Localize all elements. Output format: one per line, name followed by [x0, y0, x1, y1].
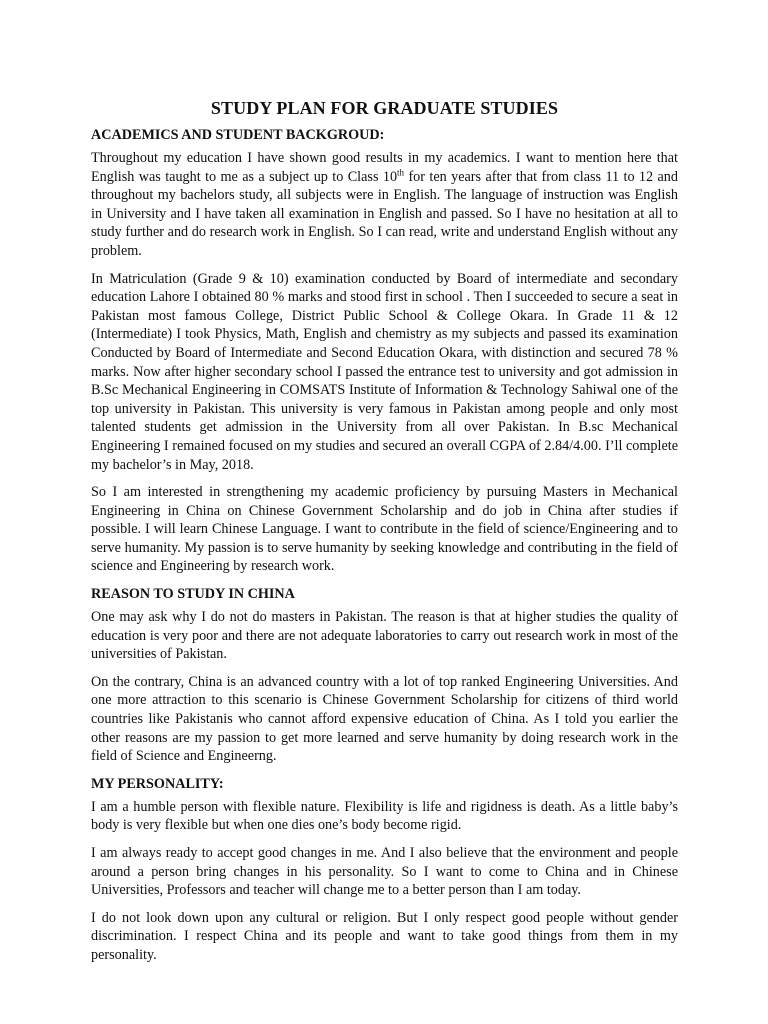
- section-heading-personality: MY PERSONALITY:: [91, 775, 224, 792]
- paragraph-personality-2: I am always ready to accept good changes in me. And I also believe that the environment and people around a person bring changes in his personality. So I want to come to China and in Chinese Universities, Professors and teacher will change me to a better person than I am today.: [91, 845, 678, 899]
- section-heading-china: REASON TO STUDY IN CHINA: [91, 586, 295, 603]
- document-page: [91, 98, 678, 974]
- paragraph-text: Throughout my education I have shown good results in my academics. I want to mention here that English was taught to me as a subject up to Class 10: [91, 150, 678, 185]
- paragraph-academics-3: So I am interested in strengthening my academic proficiency by pursuing Masters in Mechanical Engineering in China on Chinese Government Scholarship and do job in China after studies if possible. I will learn Chinese Language. I want to contribute in the field of science/Engineering and to serve humanity. My passion is to serve humanity by seeking knowledge and contributing in the field of science and Engineering by research work.: [91, 484, 678, 575]
- paragraph-text: for ten years after that from class 11 to 12 and throughout my bachelors study, all subjects were in English. The language of instruction was English in University and I have taken all examination in English and passed. So I have no hesitation at all to study further and do research work in English. So I can read, write and understand English without any problem.: [91, 168, 678, 259]
- document-title: STUDY PLAN FOR GRADUATE STUDIES: [210, 98, 559, 118]
- paragraph-academics-2: In Matriculation (Grade 9 & 10) examination conducted by Board of intermediate and secondary education Lahore I obtained 80 % marks and stood first in school . Then I succeeded to secure a seat in Pakistan most famous College, District Public School & College Okara. In Grade 11 & 12 (Intermediate) I took Physics, Math, English and chemistry as my subjects and passed its examination Conducted by Board of Intermediate and Second Education Okara, with distinction and secured 78 % marks. Now after higher secondary school I passed the entrance test to university and got admission in B.Sc Mechanical Engineering in COMSATS Institute of Information & Technology Sahiwal one of the top university in Pakistan. This university is very famous in Pakistan among people and only most talented students get admission in the University from all over Pakistan. In B.sc Mechanical Engineering I remained focused on my studies and secured an overall CGPA of 2.84/4.00. I’ll complete my bachelor’s in May, 2018.: [91, 270, 678, 473]
- paragraph-china-1: One may ask why I do not do masters in Pakistan. The reason is that at higher studies the quality of education is very poor and there are not adequate laboratories to carry out research work in most of the universities of Pakistan.: [91, 609, 678, 663]
- section-heading-academics: ACADEMICS AND STUDENT BACKGROUD:: [91, 127, 385, 143]
- paragraph-academics-1: [91, 149, 678, 261]
- superscript-th: th: [397, 166, 405, 177]
- paragraph-personality-1: I am a humble person with flexible nature. Flexibility is life and rigidness is death. As a little baby’s body is very flexible but when one dies one’s body become rigid.: [91, 798, 678, 834]
- paragraph-personality-3: I do not look down upon any cultural or religion. But I only respect good people without gender discrimination. I respect China and its people and want to take good things from them in my personality.: [91, 909, 678, 963]
- paragraph-china-2: On the contrary, China is an advanced country with a lot of top ranked Engineering Universities. And one more attraction to this scenario is Chinese Government Scholarship for citizens of third world countries like Pakistanis who cannot afford expensive education of China. As I told you earlier the other reasons are my passion to get more learned and serve humanity by doing research work in the field of Science and Engineerng.: [91, 673, 678, 765]
